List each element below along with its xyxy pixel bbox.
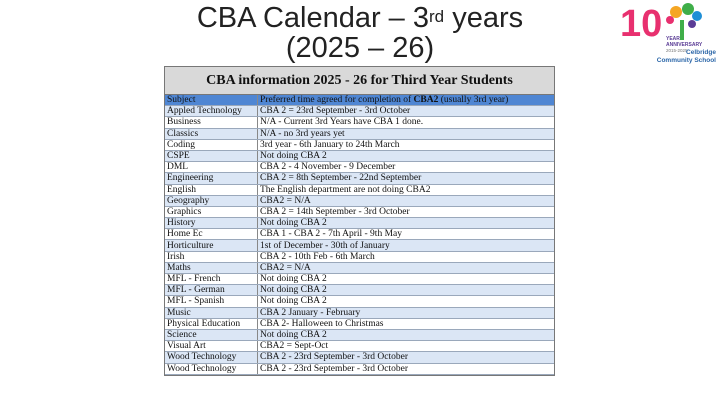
subject-cell: Visual Art xyxy=(165,341,258,352)
table-row xyxy=(165,184,554,195)
detail-cell: CBA 2 January - February xyxy=(258,307,555,318)
subject-cell: MFL - Spanish xyxy=(165,296,258,307)
table-row xyxy=(165,318,554,329)
subject-cell: Graphics xyxy=(165,206,258,217)
anniversary-emblem-icon xyxy=(620,2,718,64)
table-row xyxy=(165,307,554,318)
detail-cell: Not doing CBA 2 xyxy=(258,274,555,285)
detail-cell: CBA 2- Halloween to Christmas xyxy=(258,318,555,329)
table-row xyxy=(165,139,554,150)
detail-cell: Not doing CBA 2 xyxy=(258,150,555,161)
subject-cell: Wood Technology xyxy=(165,363,258,374)
subject-cell: Engineering xyxy=(165,173,258,184)
detail-cell: N/A - no 3rd years yet xyxy=(258,128,555,139)
detail-cell: CBA 2 = 23rd September - 3rd October xyxy=(258,106,555,117)
detail-cell: Not doing CBA 2 xyxy=(258,218,555,229)
subject-cell: Coding xyxy=(165,139,258,150)
subject-cell: MFL - French xyxy=(165,274,258,285)
subject-cell: Science xyxy=(165,329,258,340)
detail-cell: Not doing CBA 2 xyxy=(258,285,555,296)
table-row xyxy=(165,106,554,117)
detail-cell: Not doing CBA 2 xyxy=(258,296,555,307)
table-row xyxy=(165,240,554,251)
table-row xyxy=(165,329,554,340)
subject-cell: Music xyxy=(165,307,258,318)
svg-text:Celbridge: Celbridge xyxy=(686,49,716,56)
page-title-line-2: (2025 – 26) xyxy=(285,32,435,64)
detail-cell: 1st of December - 30th of January xyxy=(258,240,555,251)
table-header-row xyxy=(165,95,554,106)
header-detail: Preferred time agreed for completion of CBA2 (usually 3rd year) xyxy=(258,95,555,106)
subject-cell: Wood Technology xyxy=(165,352,258,363)
subject-cell: History xyxy=(165,218,258,229)
table-row xyxy=(165,251,554,262)
detail-cell: CBA 2 - 10th Feb - 6th March xyxy=(258,251,555,262)
cba-schedule-table xyxy=(165,95,554,375)
table-row xyxy=(165,341,554,352)
detail-cell: N/A - Current 3rd Years have CBA 1 done. xyxy=(258,117,555,128)
subject-cell: Horticulture xyxy=(165,240,258,251)
table-row xyxy=(165,150,554,161)
table-row xyxy=(165,218,554,229)
table-row xyxy=(165,363,554,374)
subject-cell: Physical Education xyxy=(165,318,258,329)
tree-icon xyxy=(666,3,702,40)
table-row xyxy=(165,262,554,273)
detail-cell: CBA2 = N/A xyxy=(258,195,555,206)
table-row xyxy=(165,173,554,184)
detail-cell: CBA 2 - 23rd September - 3rd October xyxy=(258,352,555,363)
cba-table xyxy=(164,66,555,376)
table-row xyxy=(165,195,554,206)
svg-text:YEAR: YEAR xyxy=(666,36,680,42)
logo-number: 10 xyxy=(620,3,663,45)
school-anniversary-logo xyxy=(620,2,718,64)
header-subject: Subject xyxy=(165,95,258,106)
svg-text:Community School: Community School xyxy=(656,57,716,64)
subject-cell: MFL - German xyxy=(165,285,258,296)
table-row xyxy=(165,162,554,173)
subject-cell: Classics xyxy=(165,128,258,139)
svg-text:ANNIVERSARY: ANNIVERSARY xyxy=(666,42,703,48)
table-row xyxy=(165,206,554,217)
table-row xyxy=(165,352,554,363)
subject-cell: Home Ec xyxy=(165,229,258,240)
subject-cell: English xyxy=(165,184,258,195)
detail-cell: CBA 2 - 4 November - 9 December xyxy=(258,162,555,173)
title-superscript: rd xyxy=(429,7,445,26)
detail-cell: CBA 2 = 8th September - 22nd September xyxy=(258,173,555,184)
subject-cell: Maths xyxy=(165,262,258,273)
detail-cell: CBA2 = Sept-Oct xyxy=(258,341,555,352)
subject-cell: Appled Technology xyxy=(165,106,258,117)
table-row xyxy=(165,274,554,285)
detail-cell: CBA 1 - CBA 2 - 7th April - 9th May xyxy=(258,229,555,240)
detail-cell: CBA 2 - 23rd September - 3rd October xyxy=(258,363,555,374)
detail-cell: CBA2 = N/A xyxy=(258,262,555,273)
detail-cell: 3rd year - 6th January to 24th March xyxy=(258,139,555,150)
table-row xyxy=(165,285,554,296)
detail-cell: CBA 2 = 14th September - 3rd October xyxy=(258,206,555,217)
title-suffix: years xyxy=(444,2,524,34)
table-row xyxy=(165,117,554,128)
detail-cell: Not doing CBA 2 xyxy=(258,329,555,340)
table-title: CBA information 2025 - 26 for Third Year Students xyxy=(165,67,554,95)
page-title-line-1 xyxy=(0,2,720,34)
subject-cell: Irish xyxy=(165,251,258,262)
subject-cell: DML xyxy=(165,162,258,173)
detail-cell: The English department are not doing CBA2 xyxy=(258,184,555,195)
subject-cell: Geography xyxy=(165,195,258,206)
subject-cell: Business xyxy=(165,117,258,128)
svg-text:2015-2025: 2015-2025 xyxy=(666,48,688,53)
table-row xyxy=(165,128,554,139)
table-row xyxy=(165,296,554,307)
table-row xyxy=(165,229,554,240)
title-prefix: CBA Calendar – 3 xyxy=(196,2,430,34)
subject-cell: CSPE xyxy=(165,150,258,161)
